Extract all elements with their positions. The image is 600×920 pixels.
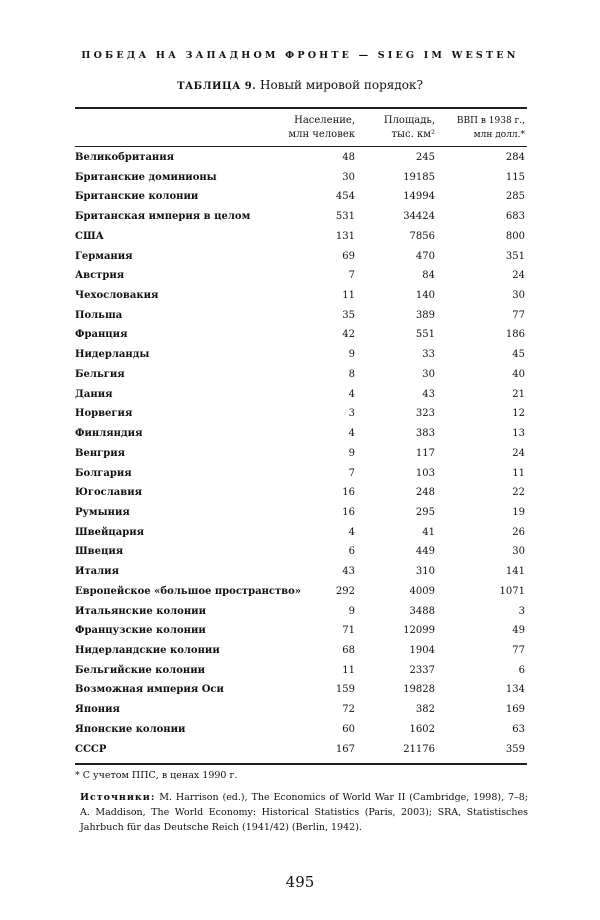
- population-cell: 292: [335, 585, 355, 597]
- row-label: Франция: [75, 329, 128, 341]
- row-label: Британские доминионы: [75, 171, 217, 183]
- column-header-line: Население,: [294, 115, 355, 126]
- row-label: Финляндия: [75, 428, 143, 440]
- column-header-line: тыс. км²: [391, 129, 435, 140]
- population-cell: 3: [348, 408, 355, 420]
- column-header-line: млн долл.*: [473, 130, 525, 140]
- population-cell: 531: [335, 211, 355, 223]
- table-row: [75, 524, 527, 544]
- area-cell: 470: [415, 250, 435, 262]
- gdp-cell: 21: [512, 388, 525, 400]
- area-cell: 117: [415, 447, 435, 459]
- row-label: Швейцария: [75, 526, 145, 538]
- area-cell: 248: [415, 487, 435, 499]
- row-label: СССР: [75, 743, 107, 755]
- area-cell: 383: [415, 428, 435, 440]
- gdp-cell: 22: [512, 487, 525, 499]
- area-cell: 1904: [409, 644, 435, 656]
- area-cell: 41: [422, 526, 435, 538]
- gdp-cell: 115: [505, 171, 525, 183]
- gdp-cell: 1071: [499, 585, 525, 597]
- area-cell: 310: [415, 566, 435, 578]
- sources: [80, 790, 528, 835]
- row-label: Германия: [75, 250, 133, 262]
- area-cell: 19185: [403, 171, 435, 183]
- gdp-cell: 26: [512, 526, 525, 538]
- row-label: Япония: [75, 704, 120, 716]
- gdp-cell: 12: [512, 408, 525, 420]
- population-cell: 7: [348, 467, 355, 479]
- area-cell: 21176: [403, 743, 435, 755]
- table-header-rule: [75, 146, 527, 147]
- area-cell: 2337: [409, 664, 435, 676]
- sources-label: Источники:: [80, 792, 156, 803]
- row-label: Италия: [75, 566, 119, 578]
- row-label: Норвегия: [75, 408, 133, 420]
- population-cell: 4: [348, 428, 355, 440]
- table-body: [75, 149, 527, 760]
- gdp-cell: 285: [505, 191, 525, 203]
- row-label: Бельгийские колонии: [75, 664, 206, 676]
- population-cell: 43: [342, 566, 355, 578]
- population-cell: 11: [342, 664, 355, 676]
- population-cell: 7: [348, 270, 355, 282]
- table-row: [75, 445, 527, 465]
- table-row: [75, 563, 527, 583]
- gdp-cell: 77: [512, 644, 525, 656]
- table-row: [75, 642, 527, 662]
- population-cell: 16: [342, 487, 355, 499]
- area-cell: 4009: [409, 585, 435, 597]
- page-number: 495: [285, 873, 315, 891]
- table-row: [75, 405, 527, 425]
- gdp-cell: 351: [505, 250, 525, 262]
- area-cell: 7856: [409, 230, 435, 242]
- table-number: ТАБЛИЦА 9.: [177, 81, 257, 92]
- row-label: Великобритания: [75, 152, 175, 163]
- gdp-cell: 24: [512, 270, 525, 282]
- gdp-cell: 683: [505, 211, 525, 223]
- area-cell: 389: [415, 309, 435, 321]
- row-label: Итальянские колонии: [75, 605, 207, 617]
- row-label: Нидерланды: [75, 349, 150, 361]
- table-top-rule: [75, 107, 527, 109]
- running-head: ПОБЕДА НА ЗАПАДНОМ ФРОНТЕ — SIEG IM WESTEN: [81, 50, 519, 61]
- area-cell: 14994: [403, 191, 435, 203]
- table-row: [75, 543, 527, 563]
- row-label: Возможная империя Оси: [75, 684, 224, 696]
- area-cell: 30: [422, 368, 435, 380]
- area-cell: 551: [415, 329, 435, 341]
- population-cell: 48: [342, 152, 355, 163]
- row-label: Дания: [75, 388, 113, 400]
- table-row: [75, 169, 527, 189]
- population-cell: 60: [342, 723, 355, 735]
- row-label: Югославия: [75, 487, 143, 499]
- population-cell: 159: [335, 684, 355, 696]
- row-label: Британская империя в целом: [75, 211, 251, 223]
- gdp-cell: 30: [512, 290, 525, 302]
- gdp-cell: 49: [512, 625, 525, 637]
- population-cell: 454: [335, 191, 355, 203]
- area-cell: 140: [415, 290, 435, 302]
- area-cell: 449: [415, 546, 435, 558]
- area-cell: 1602: [409, 723, 435, 735]
- column-header-line: Площадь,: [383, 115, 435, 126]
- population-cell: 72: [342, 704, 355, 716]
- population-cell: 35: [342, 309, 355, 321]
- population-cell: 30: [342, 171, 355, 183]
- population-cell: 167: [335, 743, 355, 755]
- gdp-cell: 141: [505, 566, 525, 578]
- population-cell: 9: [348, 605, 355, 617]
- area-cell: 12099: [403, 625, 435, 637]
- gdp-cell: 6: [518, 664, 525, 676]
- gdp-cell: 45: [512, 349, 525, 361]
- population-cell: 8: [348, 368, 355, 380]
- row-label: Швеция: [75, 546, 124, 558]
- table-row: [75, 741, 527, 761]
- area-cell: 3488: [409, 605, 435, 617]
- area-cell: 382: [415, 704, 435, 716]
- row-label: Европейское «большое пространство»: [75, 585, 302, 597]
- table-row: [75, 188, 527, 208]
- population-cell: 9: [348, 447, 355, 459]
- gdp-cell: 169: [505, 704, 525, 716]
- table-row: [75, 662, 527, 682]
- gdp-cell: 63: [512, 723, 525, 735]
- gdp-cell: 134: [505, 684, 525, 696]
- gdp-cell: 186: [505, 329, 525, 341]
- table-row: [75, 307, 527, 327]
- row-label: Бельгия: [75, 368, 125, 380]
- table-row: [75, 484, 527, 504]
- area-cell: 34424: [403, 211, 435, 223]
- area-cell: 84: [422, 270, 435, 282]
- area-cell: 33: [422, 349, 435, 361]
- area-cell: 19828: [403, 684, 435, 696]
- gdp-cell: 284: [505, 152, 525, 163]
- gdp-cell: 13: [512, 428, 525, 440]
- table-caption: Новый мировой порядок?: [260, 78, 423, 92]
- gdp-cell: 40: [512, 368, 525, 380]
- row-label: США: [75, 230, 104, 242]
- column-header-line: млн человек: [288, 129, 355, 140]
- area-cell: 245: [415, 152, 435, 163]
- gdp-cell: 359: [505, 743, 525, 755]
- table-row: [75, 425, 527, 445]
- population-cell: 4: [348, 526, 355, 538]
- row-label: Французские колонии: [75, 625, 206, 637]
- population-cell: 16: [342, 506, 355, 518]
- table-row: [75, 228, 527, 248]
- row-label: Чехословакия: [75, 290, 159, 302]
- row-label: Польша: [75, 309, 123, 321]
- row-label: Японские колонии: [75, 723, 186, 735]
- area-cell: 295: [415, 506, 435, 518]
- gdp-cell: 800: [505, 230, 525, 242]
- population-cell: 131: [335, 230, 355, 242]
- table-row: [75, 583, 527, 603]
- population-cell: 42: [342, 329, 355, 341]
- table-row: [75, 267, 527, 287]
- area-cell: 103: [415, 467, 435, 479]
- table-row: [75, 366, 527, 386]
- gdp-cell: 3: [518, 605, 525, 617]
- row-label: Британские колонии: [75, 191, 199, 203]
- table-row: [75, 504, 527, 524]
- gdp-cell: 19: [512, 506, 525, 518]
- row-label: Болгария: [75, 467, 132, 479]
- table-row: [75, 386, 527, 406]
- table-row: [75, 622, 527, 642]
- column-header-line: ВВП в 1938 г.,: [456, 116, 525, 126]
- table-row: [75, 465, 527, 485]
- population-cell: 71: [342, 625, 355, 637]
- table-row: [75, 721, 527, 741]
- table-bottom-rule: [75, 763, 527, 765]
- table-row: [75, 681, 527, 701]
- row-label: Нидерландские колонии: [75, 644, 220, 656]
- gdp-cell: 77: [512, 309, 525, 321]
- table-row: [75, 603, 527, 623]
- table-row: [75, 287, 527, 307]
- table-row: [75, 326, 527, 346]
- gdp-cell: 11: [512, 467, 525, 479]
- gdp-cell: 30: [512, 546, 525, 558]
- population-cell: 4: [348, 388, 355, 400]
- table-row: [75, 701, 527, 721]
- population-cell: 9: [348, 349, 355, 361]
- table-row: [75, 248, 527, 268]
- column-header-area: [384, 114, 435, 142]
- row-label: Венгрия: [75, 447, 126, 459]
- table-row: [75, 149, 527, 169]
- row-label: Румыния: [75, 506, 130, 518]
- table-title: [0, 78, 600, 92]
- area-cell: 43: [422, 388, 435, 400]
- sources-text: M. Harrison (ed.), The Economics of World War II (Cambridge, 1998), 7–8; A. Maddison, The World Economy: Historical Statistics (Paris, 2003); SRA, Statistisches Jahrbuch für das Deutsche Reich (1941/42) (Berlin, 1942).: [80, 792, 528, 833]
- population-cell: 69: [342, 250, 355, 262]
- area-cell: 323: [415, 408, 435, 420]
- population-cell: 11: [342, 290, 355, 302]
- column-header-population: [288, 114, 355, 142]
- table-row: [75, 346, 527, 366]
- population-cell: 68: [342, 644, 355, 656]
- table-row: [75, 208, 527, 228]
- row-label: Австрия: [75, 270, 125, 282]
- column-header-gdp: [457, 114, 525, 142]
- gdp-cell: 24: [512, 447, 525, 459]
- footnote: * С учетом ППС, в ценах 1990 г.: [75, 770, 238, 781]
- population-cell: 6: [348, 546, 355, 558]
